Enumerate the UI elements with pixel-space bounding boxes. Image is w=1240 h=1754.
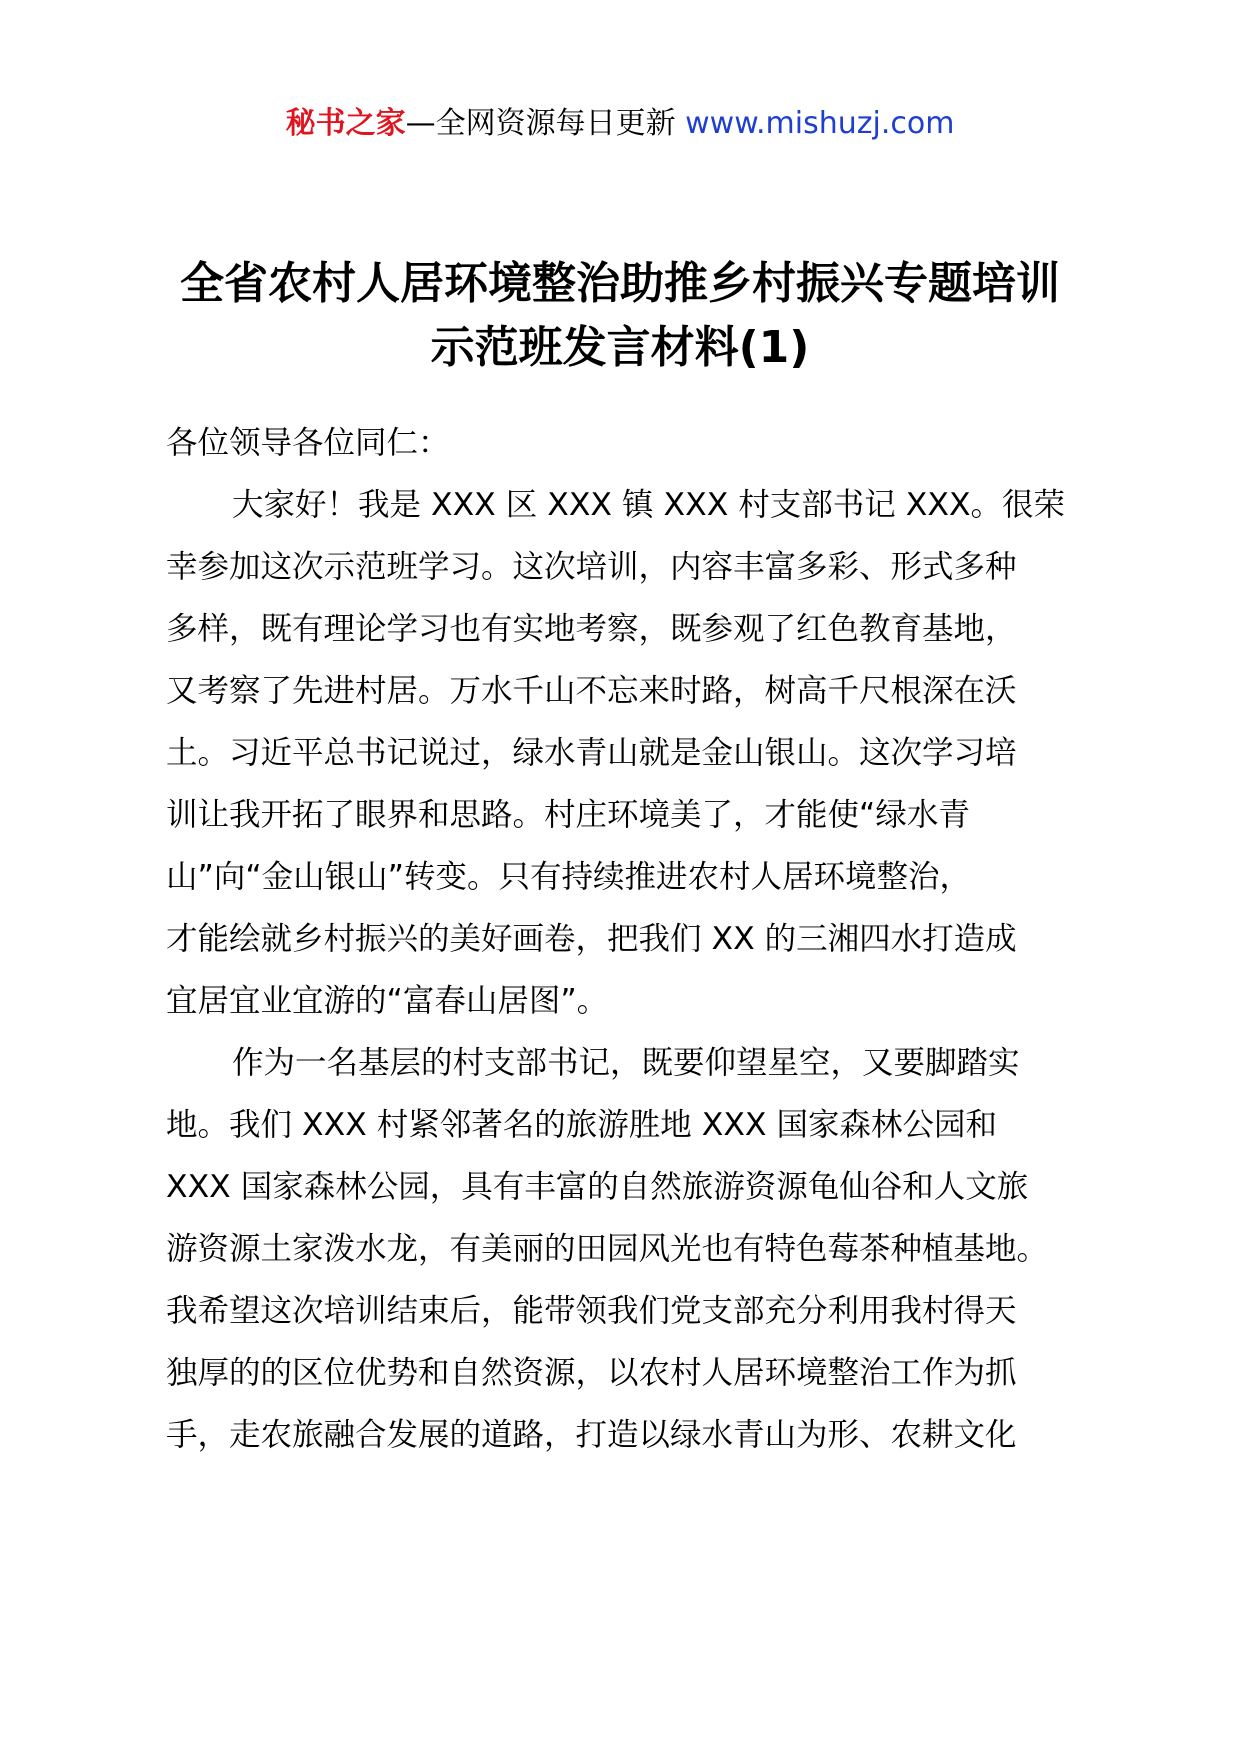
paragraph-line: 山”向“金山银山”转变。只有持续推进农村人居环境整治，: [166, 859, 971, 895]
site-header: [0, 102, 1240, 146]
paragraph-line: 训让我开拓了眼界和思路。村庄环境美了，才能使“绿水青: [166, 797, 970, 833]
paragraph-line: 我希望这次培训结束后，能带领我们党支部充分利用我村得天: [166, 1293, 1017, 1329]
site-url-link[interactable]: www.mishuzj.com: [685, 106, 955, 141]
paragraph-2: [166, 1032, 1086, 1466]
paragraph-line: 土。习近平总书记说过，绿水青山就是金山银山。这次学习培: [166, 735, 1017, 771]
paragraph-line: 幸参加这次示范班学习。这次培训，内容丰富多彩、形式多种: [166, 549, 1017, 585]
paragraph-line: 手，走农旅融合发展的道路，打造以绿水青山为形、农耕文化: [166, 1417, 1017, 1453]
paragraph-line: 多样，既有理论学习也有实地考察，既参观了红色教育基地，: [166, 611, 1017, 647]
paragraph-line: 大家好！我是 XXX 区 XXX 镇 XXX 村支部书记 XXX。很荣: [232, 487, 1066, 523]
paragraph-1: [166, 474, 1086, 1032]
paragraph-line: 才能绘就乡村振兴的美好画卷，把我们 XX 的三湘四水打造成: [166, 921, 1017, 957]
paragraph-line: 地。我们 XXX 村紧邻著名的旅游胜地 XXX 国家森林公园和: [166, 1107, 998, 1143]
document-title: [100, 252, 1140, 380]
site-brand: 秘书之家: [285, 106, 406, 141]
title-line-2: 示范班发言材料(1): [430, 322, 810, 373]
paragraph-line: 又考察了先进村居。万水千山不忘来时路，树高千尺根深在沃: [166, 673, 1017, 709]
title-line-1: 全省农村人居环境整治助推乡村振兴专题培训: [180, 258, 1060, 309]
paragraph-line: 独厚的的区位优势和自然资源，以农村人居环境整治工作为抓: [166, 1355, 1017, 1391]
salutation: 各位领导各位同仁：: [166, 425, 450, 461]
paragraph-line: 作为一名基层的村支部书记，既要仰望星空，又要脚踏实: [232, 1045, 1020, 1081]
paragraph-line: XXX 国家森林公园，具有丰富的自然旅游资源龟仙谷和人文旅: [166, 1169, 1029, 1205]
paragraph-line: 游资源土家泼水龙，有美丽的田园风光也有特色莓茶种植基地。: [166, 1231, 1049, 1267]
document-body: [166, 412, 1086, 1466]
site-tagline: —全网资源每日更新: [405, 106, 676, 141]
paragraph-line: 宜居宜业宜游的“富春山居图”。: [166, 983, 609, 1019]
